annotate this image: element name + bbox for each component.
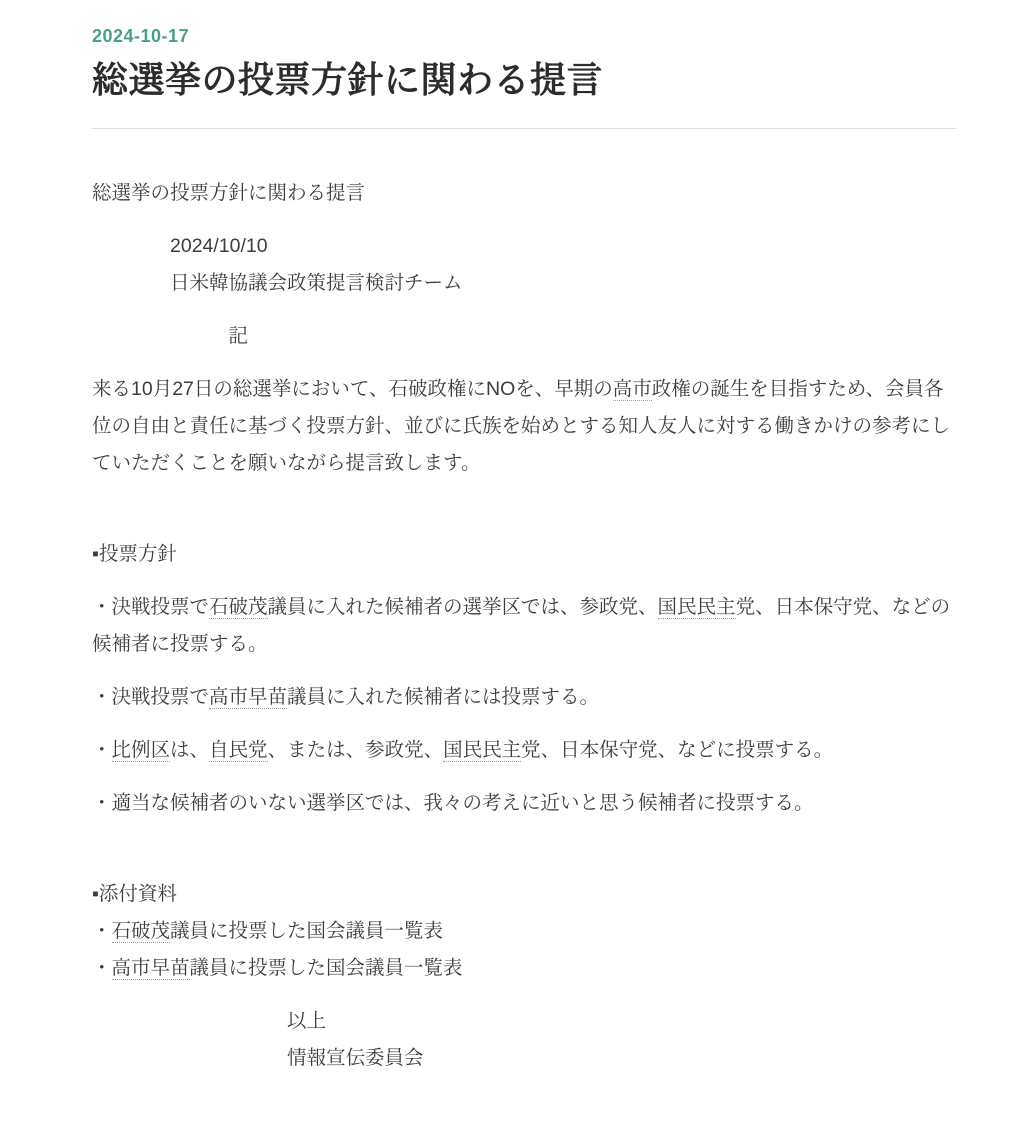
paragraph <box>92 679 956 716</box>
paragraph <box>92 1003 956 1077</box>
paragraph <box>92 732 956 769</box>
keyword-link[interactable]: 比例区 <box>111 738 171 761</box>
text-segment: 議員に入れた候補者の選挙区では、参政党、 <box>267 595 658 618</box>
paragraph <box>92 589 956 663</box>
keyword-link[interactable]: 自民党 <box>209 738 268 761</box>
text-segment: 2024/10/10 <box>92 234 268 257</box>
text-segment: は、 <box>170 738 210 761</box>
paragraph <box>92 371 956 482</box>
blank-line <box>92 838 956 860</box>
blank-line <box>92 498 956 520</box>
text-segment: 以上 <box>92 1009 327 1032</box>
text-segment: 情報宣伝委員会 <box>92 1046 424 1069</box>
text-segment: ▪投票方針 <box>92 542 177 565</box>
text-segment: 、または、参政党、 <box>267 738 444 761</box>
text-segment: ・決戦投票で <box>92 685 210 708</box>
keyword-link[interactable]: 高市 <box>612 377 652 400</box>
entry-body <box>92 129 956 1077</box>
text-segment: ・決戦投票で <box>92 595 210 618</box>
text-segment: ・ <box>92 919 112 942</box>
entry-title[interactable]: 総選挙の投票方針に関わる提言 <box>92 59 604 100</box>
entry-content-column <box>92 0 956 1077</box>
paragraph <box>92 536 956 573</box>
text-segment: ・ <box>92 738 112 761</box>
keyword-link[interactable]: 高市早苗 <box>111 956 190 979</box>
text-segment: 党、日本保守党、などに投票する。 <box>521 738 834 761</box>
paragraph <box>92 876 956 987</box>
keyword-link[interactable]: 高市早苗 <box>209 685 288 708</box>
text-segment: 政権の誕生を目指すため、会員各位の自由と責任に基づく投票方針、並びに氏族を始めとする知人友人に対する働きかけの参考にしていただくことを願いながら提言致します。 <box>92 377 951 474</box>
paragraph <box>92 175 956 212</box>
text-segment: 議員に投票した国会議員一覧表 <box>170 919 444 942</box>
text-segment: ・ <box>92 956 112 979</box>
paragraph <box>92 318 956 355</box>
entry-header <box>92 26 956 104</box>
text-segment: 総選挙の投票方針に関わる提言 <box>92 181 366 204</box>
text-segment: 来る10月27日の総選挙において、石破政権にNOを、早期の <box>92 377 613 400</box>
keyword-link[interactable]: 石破茂 <box>209 595 268 618</box>
text-segment: 日米韓協議会政策提言検討チーム <box>92 271 463 294</box>
keyword-link[interactable]: 国民民主 <box>657 595 736 618</box>
text-segment: 議員に入れた候補者には投票する。 <box>287 685 600 708</box>
text-segment: ▪添付資料 <box>92 882 177 905</box>
paragraph <box>92 785 956 822</box>
text-segment: ・適当な候補者のいない選挙区では、我々の考えに近いと思う候補者に投票する。 <box>92 791 814 814</box>
keyword-link[interactable]: 石破茂 <box>111 919 171 942</box>
entry-date[interactable]: 2024-10-17 <box>92 26 190 46</box>
text-segment: 議員に投票した国会議員一覧表 <box>189 956 463 979</box>
keyword-link[interactable]: 国民民主 <box>443 738 522 761</box>
text-segment: 党、日本保守党、などの候補者に投票する。 <box>92 595 951 655</box>
text-segment: 記 <box>92 324 249 347</box>
paragraph <box>92 228 956 302</box>
